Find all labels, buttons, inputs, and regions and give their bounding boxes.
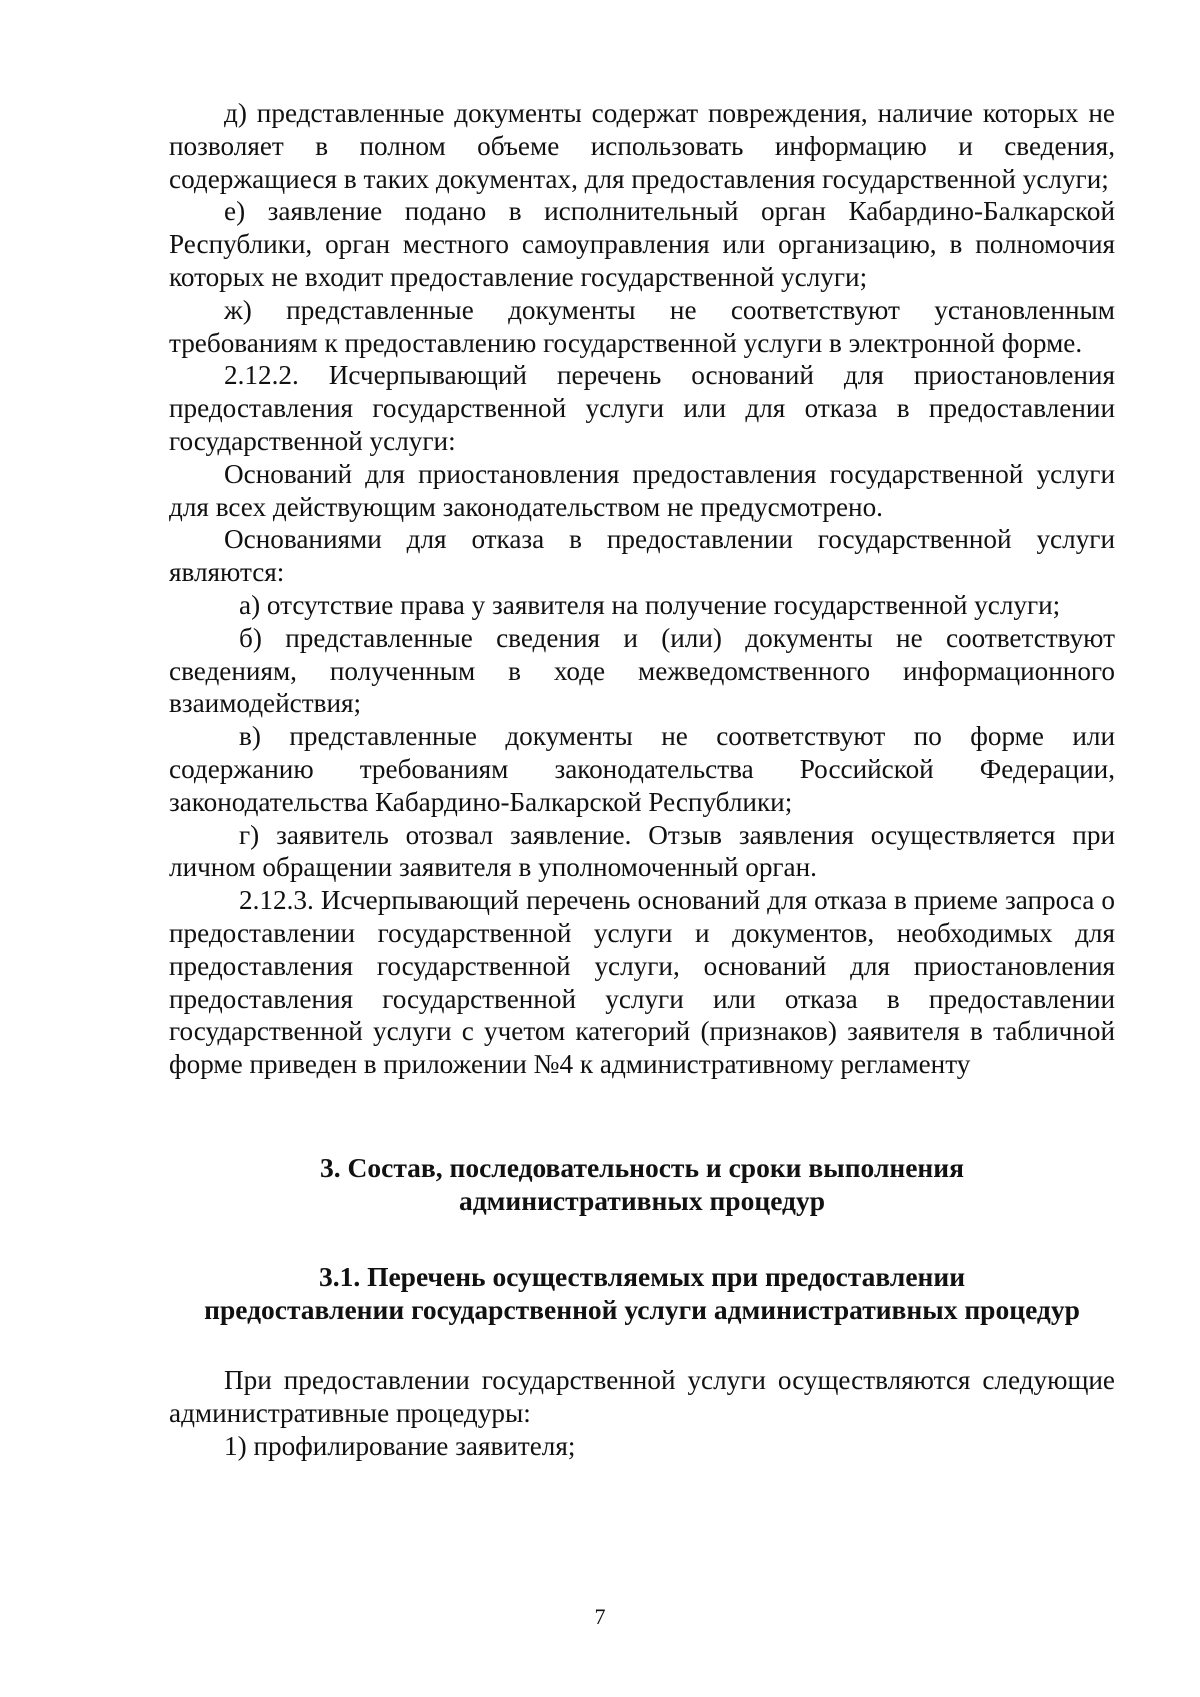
paragraph-2-12-3: 2.12.3. Исчерпывающий перечень оснований для отказа в приеме запроса о предоставлении государственной услуги и документов, необходимых для предоставления государственной услуги, оснований для приостановления предоставления государственной услуги или отказа в предоставлении государственной услуги с учетом категорий (признаков) заявителя в табличной форме приведен в приложении №4 к административному регламенту	[169, 885, 1115, 1080]
document-body	[169, 97, 1115, 1462]
paragraph-item-g: г) заявитель отозвал заявление. Отзыв заявления осуществляется при личном обращении заявителя в уполномоченный орган.	[169, 819, 1115, 883]
paragraph-item-d: д) представленные документы содержат повреждения, наличие которых не позволяет в полном объеме использовать информацию и сведения, содержащиеся в таких документах, для предоставления государственной услуги;	[169, 98, 1115, 194]
paragraph-item-v: в) представленные документы не соответствуют по форме или содержанию требованиям законодательства Российской Федерации, законодательства Кабардино-Балкарской Республики;	[169, 721, 1115, 817]
section-3-heading-line1: 3. Состав, последовательность и сроки выполнения	[320, 1151, 964, 1183]
paragraph-procedures-intro: При предоставлении государственной услуги осуществляются следующие административные процедуры:	[169, 1364, 1115, 1428]
paragraph-procedure-1: 1) профилирование заявителя;	[224, 1430, 576, 1461]
paragraph-item-a: а) отсутствие права у заявителя на получение государственной услуги;	[239, 589, 1061, 620]
paragraph-refusal-grounds: Основаниями для отказа в предоставлении государственной услуги являются:	[169, 524, 1115, 588]
page-number: 7	[594, 1604, 606, 1629]
spacer	[169, 1326, 1115, 1364]
section-3-1-heading-line2: предоставлении государственной услуги административных процедур	[204, 1293, 1080, 1325]
paragraph-item-e: е) заявление подано в исполнительный орган Кабардино-Балкарской Республики, орган местного самоуправления или организацию, в полномочия которых не входит предоставление государственной услуги;	[169, 196, 1115, 292]
paragraph-2-12-2: 2.12.2. Исчерпывающий перечень оснований для приостановления предоставления государственной услуги или для отказа в предоставлении государственной услуги:	[169, 360, 1115, 456]
paragraph-item-zh: ж) представленные документы не соответствуют установленным требованиям к предоставлению государственной услуги в электронной форме.	[169, 294, 1115, 358]
section-3-1-heading	[169, 1260, 1115, 1326]
section-3-1-heading-line1: 3.1. Перечень осуществляемых при предоставлении	[318, 1260, 966, 1292]
section-3-heading	[169, 1151, 1115, 1217]
paragraph-no-suspension-grounds: Оснований для приостановления предоставления государственной услуги для всех действующим законодательством не предусмотрено.	[169, 458, 1115, 522]
section-3-heading-line2: административных процедур	[459, 1184, 825, 1216]
paragraph-item-b: б) представленные сведения и (или) документы не соответствуют сведениям, полученным в ходе межведомственного информационного взаимодействия;	[169, 622, 1115, 719]
spacer	[169, 1217, 1115, 1260]
spacer	[169, 1081, 1115, 1151]
